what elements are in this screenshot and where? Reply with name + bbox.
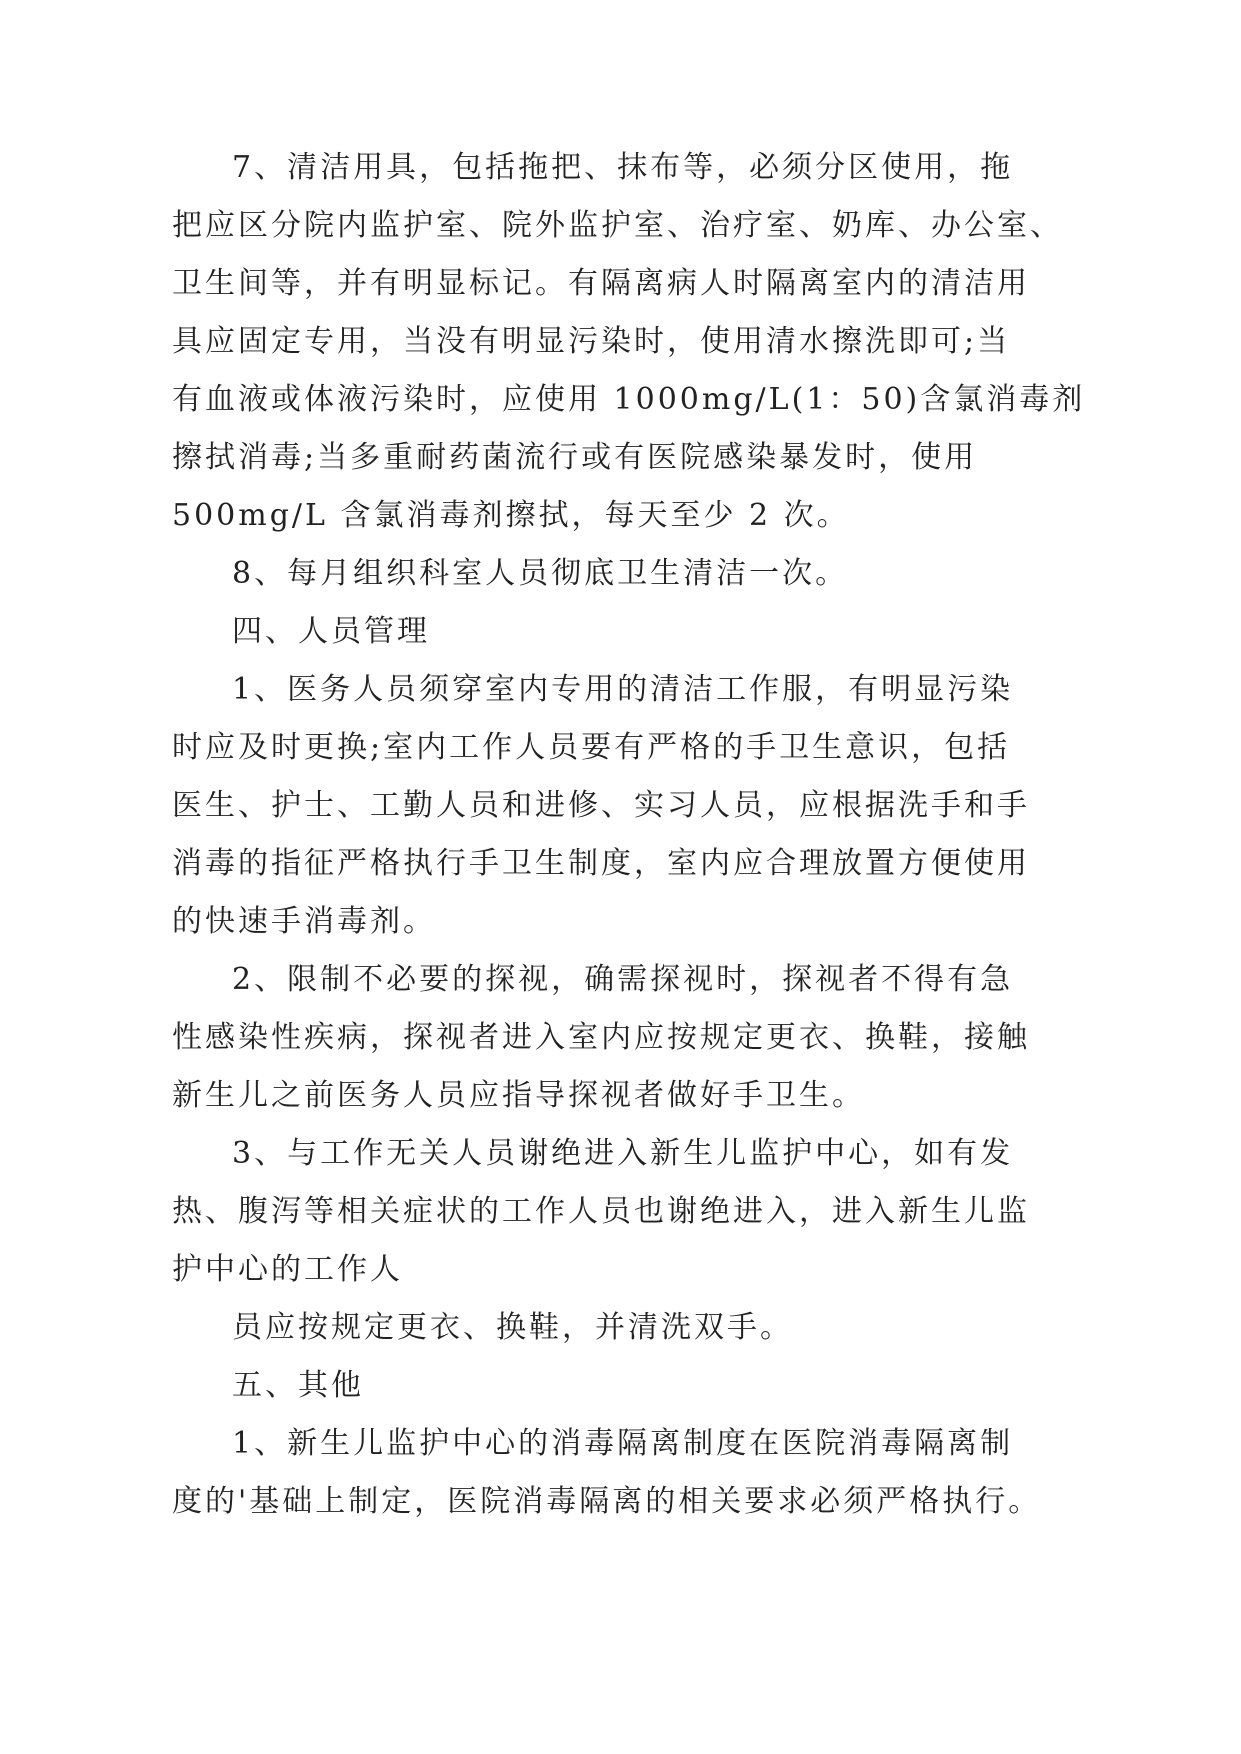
section-heading-4: 四、人员管理 xyxy=(232,614,430,649)
text-line-8: 8、每月组织科室人员彻底卫生清洁一次。 xyxy=(232,556,849,591)
text-line-21: 员应按规定更衣、换鞋，并清洗双手。 xyxy=(232,1310,793,1345)
text-line-23: 1、新生儿监护中心的消毒隔离制度在医院消毒隔离制 xyxy=(232,1426,1014,1461)
text-line-5: 有血液或体液污染时，应使用 1000mg/L(1：50)含氯消毒剂 xyxy=(172,382,1086,417)
text-line-10: 1、医务人员须穿室内专用的清洁工作服，有明显污染 xyxy=(232,672,1014,707)
text-line-15: 2、限制不必要的探视，确需探视时，探视者不得有急 xyxy=(232,962,1014,997)
text-line-12: 医生、护士、工勤人员和进修、实习人员，应根据洗手和手 xyxy=(172,788,1030,823)
text-line-11: 时应及时更换;室内工作人员要有严格的手卫生意识，包括 xyxy=(172,730,1011,765)
text-line-17: 新生儿之前医务人员应指导探视者做好手卫生。 xyxy=(172,1078,865,1113)
text-line-13: 消毒的指征严格执行手卫生制度，室内应合理放置方便使用 xyxy=(172,846,1030,881)
text-line-2: 把应区分院内监护室、院外监护室、治疗室、奶库、办公室、 xyxy=(172,208,1063,243)
section-heading-5: 五、其他 xyxy=(232,1368,364,1403)
text-line-7: 500mg/L 含氯消毒剂擦拭，每天至少 2 次。 xyxy=(172,498,850,533)
text-line-19: 热、腹泻等相关症状的工作人员也谢绝进入，进入新生儿监 xyxy=(172,1194,1030,1229)
text-line-1: 7、清洁用具，包括拖把、抹布等，必须分区使用，拖 xyxy=(232,150,1014,185)
text-line-18: 3、与工作无关人员谢绝进入新生儿监护中心，如有发 xyxy=(232,1136,1014,1171)
text-line-24: 度的'基础上制定，医院消毒隔离的相关要求必须严格执行。 xyxy=(172,1484,1042,1519)
text-line-20: 护中心的工作人 xyxy=(172,1252,403,1287)
text-line-3: 卫生间等，并有明显标记。有隔离病人时隔离室内的清洁用 xyxy=(172,266,1030,301)
text-line-16: 性感染性疾病，探视者进入室内应按规定更衣、换鞋，接触 xyxy=(172,1020,1030,1055)
text-line-14: 的快速手消毒剂。 xyxy=(172,904,436,939)
text-line-4: 具应固定专用，当没有明显污染时，使用清水擦洗即可;当 xyxy=(172,324,1011,359)
text-line-6: 擦拭消毒;当多重耐药菌流行或有医院感染暴发时，使用 xyxy=(172,440,978,475)
